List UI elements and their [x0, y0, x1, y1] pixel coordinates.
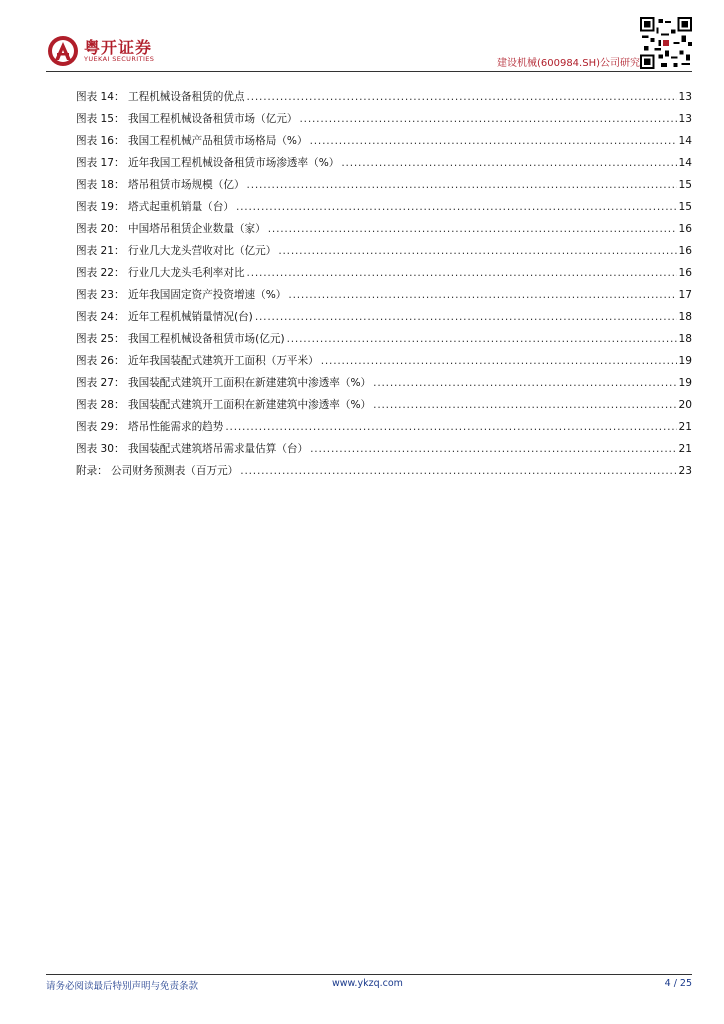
- toc-entry-label: 图表 29：: [76, 421, 125, 433]
- toc-entry-page: 18: [678, 333, 692, 345]
- yuekai-logo-icon: [46, 34, 80, 68]
- toc-entry-title: 我国装配式建筑开工面积在新建建筑中渗透率（%）: [128, 399, 372, 411]
- toc-entry-leader: [373, 394, 676, 416]
- toc-entry-title: 行业几大龙头毛利率对比: [128, 267, 245, 279]
- toc-entry[interactable]: [76, 240, 692, 262]
- toc-entry[interactable]: [76, 416, 692, 438]
- toc-entry[interactable]: [76, 130, 692, 152]
- toc-entry-page: 14: [678, 157, 692, 169]
- toc-entry-page: 14: [678, 135, 692, 147]
- toc-entry-label: 图表 15：: [76, 113, 125, 125]
- toc-entry-leader: [321, 350, 677, 372]
- toc-entry-label: 图表 20：: [76, 223, 125, 235]
- toc-entry-leader: [373, 372, 676, 394]
- toc-entry-page: 19: [678, 355, 692, 367]
- toc-entry-label: 图表 17：: [76, 157, 125, 169]
- toc-entry-title: 近年我国工程机械设备租赁市场渗透率（%）: [128, 157, 340, 169]
- toc-entry-page: 16: [678, 245, 692, 257]
- toc-entry-label: 附录：: [76, 465, 108, 477]
- toc-entry-label: 图表 25：: [76, 333, 125, 345]
- toc-entry[interactable]: [76, 438, 692, 460]
- toc-entry-label: 图表 23：: [76, 289, 125, 301]
- footer-divider: [46, 974, 692, 975]
- toc-entry[interactable]: [76, 460, 692, 482]
- toc-entry-title: 我国工程机械产品租赁市场格局（%）: [128, 135, 308, 147]
- toc-entry[interactable]: [76, 306, 692, 328]
- toc-entry[interactable]: [76, 262, 692, 284]
- toc-entry[interactable]: [76, 372, 692, 394]
- toc-entry-leader: [288, 284, 676, 306]
- toc-entry-leader: [287, 328, 677, 350]
- footer-website: www.ykzq.com: [332, 978, 403, 989]
- toc-entry-leader: [236, 196, 677, 218]
- toc-entry-title: 塔吊租赁市场规模（亿）: [128, 179, 245, 191]
- toc-entry[interactable]: [76, 328, 692, 350]
- toc-entry-title: 近年工程机械销量情况(台): [128, 311, 253, 323]
- toc-entry-page: 21: [678, 421, 692, 433]
- toc-entry-label: 图表 26：: [76, 355, 125, 367]
- toc-entry-page: 20: [678, 399, 692, 411]
- toc-entry-leader: [225, 416, 676, 438]
- toc-entry-page: 23: [678, 465, 692, 477]
- toc-entry-label: 图表 16：: [76, 135, 125, 147]
- toc-entry[interactable]: [76, 86, 692, 108]
- toc-entry-title: 我国工程机械设备租赁市场(亿元): [128, 333, 285, 345]
- toc-entry-title: 中国塔吊租赁企业数量（家）: [128, 223, 266, 235]
- toc-entry-title: 行业几大龙头营收对比（亿元）: [128, 245, 277, 257]
- toc-entry-leader: [268, 218, 677, 240]
- toc-entry[interactable]: [76, 284, 692, 306]
- toc-entry-label: 图表 14：: [76, 91, 125, 103]
- toc-entry-label: 图表 18：: [76, 179, 125, 191]
- toc-entry-title: 工程机械设备租赁的优点: [128, 91, 245, 103]
- toc-entry[interactable]: [76, 152, 692, 174]
- toc-entry-leader: [247, 86, 677, 108]
- toc-entry-label: 图表 27：: [76, 377, 125, 389]
- toc-entry-title: 塔式起重机销量（台）: [128, 201, 234, 213]
- toc-entry-title: 塔吊性能需求的趋势: [128, 421, 224, 433]
- toc-entry-title: 我国装配式建筑塔吊需求量估算（台）: [128, 443, 309, 455]
- toc-entry[interactable]: [76, 218, 692, 240]
- toc-entry-leader: [247, 262, 677, 284]
- toc-entry[interactable]: [76, 350, 692, 372]
- toc-entry-page: 15: [678, 179, 692, 191]
- toc-entry-title: 我国工程机械设备租赁市场（亿元）: [128, 113, 298, 125]
- toc-entry-page: 19: [678, 377, 692, 389]
- toc-entry-title: 公司财务预测表（百万元）: [111, 465, 239, 477]
- toc-entry-label: 图表 30：: [76, 443, 125, 455]
- toc-entry-title: 我国装配式建筑开工面积在新建建筑中渗透率（%）: [128, 377, 372, 389]
- toc-entry-label: 图表 19：: [76, 201, 125, 213]
- logo-name-en: YUEKAI SECURITIES: [84, 55, 155, 63]
- toc-entry-page: 21: [678, 443, 692, 455]
- toc-entry-leader: [247, 174, 677, 196]
- toc-entry-label: 图表 24：: [76, 311, 125, 323]
- toc-entry-leader: [310, 130, 677, 152]
- toc-entry-leader: [240, 460, 676, 482]
- company-logo: [46, 32, 181, 72]
- toc-entry[interactable]: [76, 174, 692, 196]
- toc-entry-page: 18: [678, 311, 692, 323]
- toc-entry-page: 13: [678, 91, 692, 103]
- toc-entry-page: 16: [678, 267, 692, 279]
- toc-entry-leader: [341, 152, 676, 174]
- toc-entry-label: 图表 21：: [76, 245, 125, 257]
- toc-entry[interactable]: [76, 108, 692, 130]
- footer-page-number: 4 / 25: [664, 978, 692, 989]
- toc-entry-page: 16: [678, 223, 692, 235]
- toc-entry-leader: [310, 438, 676, 460]
- toc-entry-label: 图表 28：: [76, 399, 125, 411]
- toc-entry-page: 13: [678, 113, 692, 125]
- toc-entry-label: 图表 22：: [76, 267, 125, 279]
- table-of-figures: [76, 86, 692, 482]
- toc-entry[interactable]: [76, 196, 692, 218]
- logo-name-cn: 粤开证券: [84, 38, 153, 57]
- report-title: 建设机械(600984.SH)公司研究: [496, 58, 640, 69]
- toc-entry-leader: [255, 306, 677, 328]
- page-header: [0, 0, 724, 80]
- toc-entry-page: 15: [678, 201, 692, 213]
- footer-disclaimer: 请务必阅读最后特别声明与免责条款: [46, 981, 199, 992]
- toc-entry-leader: [300, 108, 677, 130]
- qr-code-icon: [640, 17, 692, 69]
- header-divider: [46, 71, 692, 72]
- toc-entry-title: 近年我国装配式建筑开工面积（万平米）: [128, 355, 319, 367]
- toc-entry-leader: [278, 240, 676, 262]
- toc-entry-page: 17: [678, 289, 692, 301]
- toc-entry[interactable]: [76, 394, 692, 416]
- toc-entry-title: 近年我国固定资产投资增速（%）: [128, 289, 287, 301]
